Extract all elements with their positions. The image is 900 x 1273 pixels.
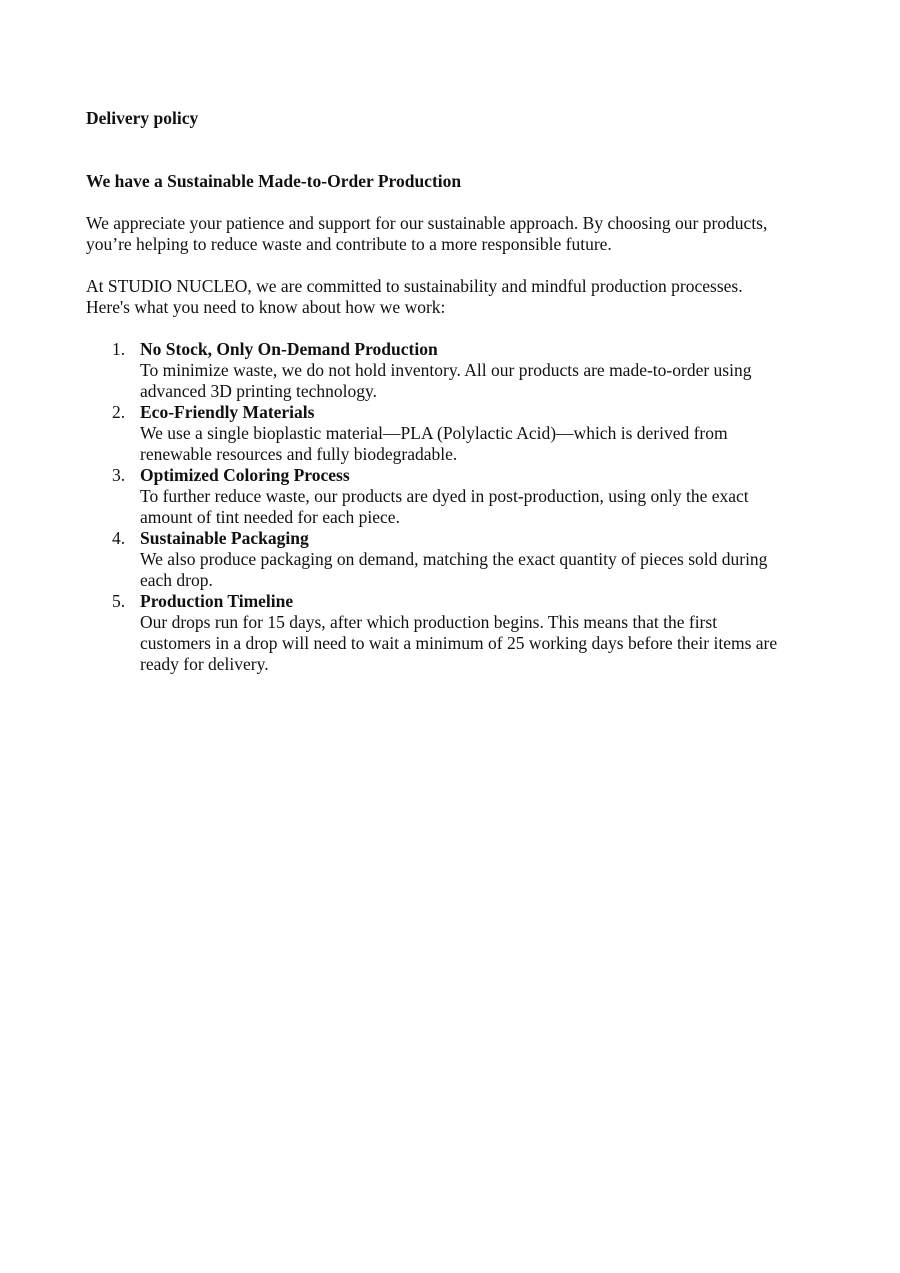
intro-line: you’re helping to reduce waste and contribute to a more responsible future.: [86, 234, 612, 254]
list-item-line: To further reduce waste, our products are dyed in post-production, using only the exact: [140, 486, 749, 506]
list-item: [86, 465, 826, 528]
list-item-line: amount of tint needed for each piece.: [140, 507, 400, 527]
list-item: [86, 339, 826, 402]
list-item-number: 3.: [112, 465, 126, 485]
commitment-paragraph: [86, 276, 826, 318]
list-item-title: Sustainable Packaging: [140, 528, 309, 548]
list-item: [86, 402, 826, 465]
commitment-line: At STUDIO NUCLEO, we are committed to sustainability and mindful production processes.: [86, 276, 743, 296]
document-page: [86, 108, 826, 675]
list-item: [86, 591, 826, 675]
list-item-line: renewable resources and fully biodegradable.: [140, 444, 458, 464]
list-item-title: Production Timeline: [140, 591, 294, 611]
list-item-number: 2.: [112, 402, 126, 422]
commitment-line: Here's what you need to know about how we work:: [86, 297, 446, 317]
list-item-line: We use a single bioplastic material—PLA (Polylactic Acid)—which is derived from: [140, 423, 728, 443]
list-item: [86, 528, 826, 591]
list-item-line: each drop.: [140, 570, 213, 590]
list-item-line: Our drops run for 15 days, after which production begins. This means that the first: [140, 612, 718, 632]
list-item-title: No Stock, Only On-Demand Production: [140, 339, 438, 359]
section-title: We have a Sustainable Made-to-Order Production: [86, 171, 462, 191]
list-item-line: advanced 3D printing technology.: [140, 381, 377, 401]
list-item-number: 1.: [112, 339, 126, 359]
list-item-line: customers in a drop will need to wait a minimum of 25 working days before their items are: [140, 633, 778, 653]
list-item-number: 4.: [112, 528, 126, 548]
list-item-title: Optimized Coloring Process: [140, 465, 350, 485]
policy-list: [86, 339, 826, 675]
list-item-line: To minimize waste, we do not hold inventory. All our products are made-to-order using: [140, 360, 752, 380]
intro-line: We appreciate your patience and support for our sustainable approach. By choosing our products,: [86, 213, 768, 233]
list-item-line: ready for delivery.: [140, 654, 269, 674]
intro-paragraph: [86, 213, 826, 255]
list-item-line: We also produce packaging on demand, matching the exact quantity of pieces sold during: [140, 549, 768, 569]
list-item-number: 5.: [112, 591, 126, 611]
document-title: Delivery policy: [86, 108, 199, 128]
list-item-title: Eco-Friendly Materials: [140, 402, 315, 422]
